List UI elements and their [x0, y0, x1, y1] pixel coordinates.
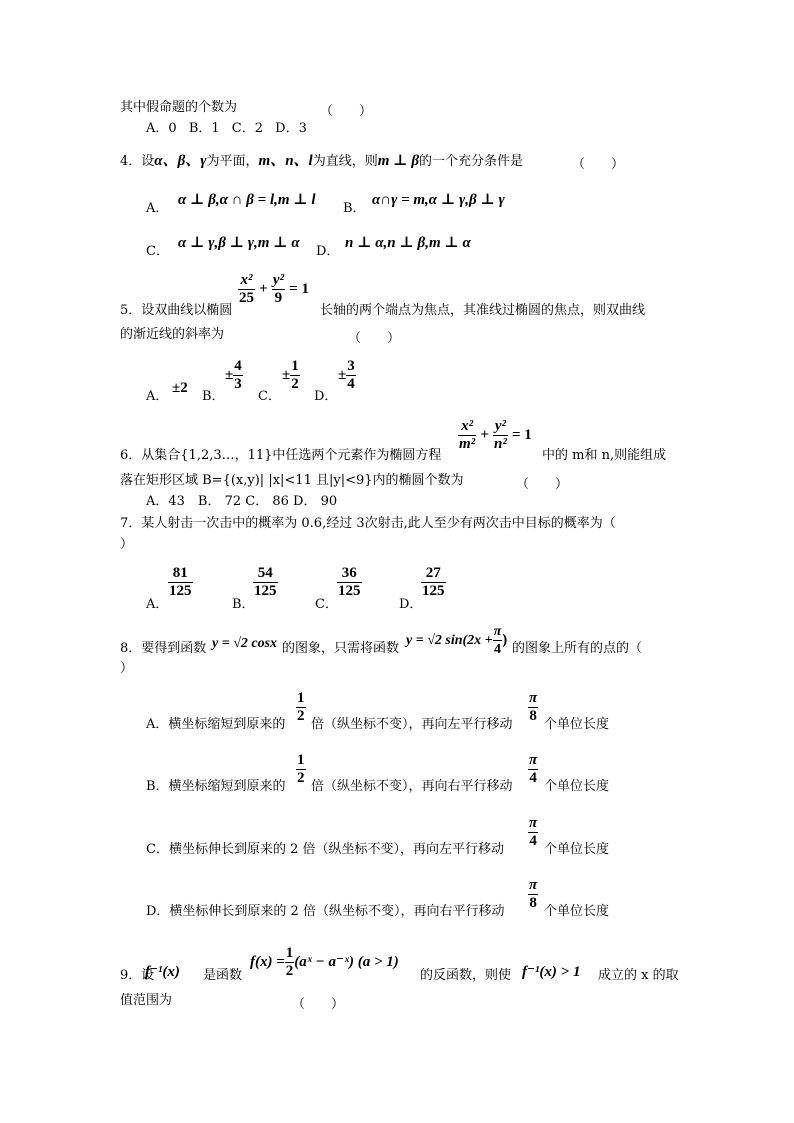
q6-options: A．43 B． 72 C． 86 D． 90	[146, 494, 338, 509]
q7-option-a-value: $\frac{81}{125}$	[169, 565, 192, 599]
q3-option-a: A．0	[146, 121, 177, 136]
q5-frac-x: $\frac{\text{x²}}{25}$	[239, 272, 254, 306]
q9-line2: 值范围为	[120, 993, 173, 1008]
q3-paren: （ ）	[320, 104, 373, 119]
q3-stem	[120, 100, 237, 116]
q9-tail1: 的反函数，则使	[420, 968, 512, 983]
q8-option-b-text2: 倍（纵坐标不变），再向右平行移动	[311, 779, 513, 794]
q5-option-d-label: D．	[314, 389, 338, 404]
q3-option-c: C．2	[231, 121, 263, 136]
q4-option-c-expr: α ⊥ γ,β ⊥ γ,m ⊥ α	[178, 235, 300, 251]
q9-prefix: 9．设	[120, 968, 155, 983]
q7-option-c-value: $\frac{36}{125}$	[338, 565, 361, 599]
q8-tail: 的图象上所有的点的（	[512, 641, 643, 656]
q9-function-def: f(x) = $\frac{1}{2}$ (aˣ − a⁻ˣ) (a > 1)	[250, 945, 399, 979]
q5-option-a-value: ±2	[172, 380, 188, 396]
q6-line1-text: 6．从集合{1,2,3…，11}中任选两个元素作为椭圆方程	[120, 448, 442, 463]
q5-paren: （ ）	[348, 331, 401, 346]
q4-option-a-label: A．	[146, 201, 169, 216]
q7-option-d-value: $\frac{27}{125}$	[422, 565, 445, 599]
q8-mid: 的图象，只需将函数	[282, 641, 400, 656]
q5-option-d-value: ± $\frac{3}{4}$	[338, 358, 355, 392]
q7-option-d-label: D．	[399, 597, 423, 612]
q5-ellipse-equation: $\frac{\text{x²}}{25}$ + $\frac{\text{y²}}{9}$ = 1	[239, 272, 309, 306]
q9-inverse-function: f⁻¹(x)	[145, 964, 180, 980]
q8-option-a-shift: $\frac{\pi}{8}$	[529, 690, 538, 724]
q5-option-b-value: ± $\frac{4}{3}$	[225, 358, 242, 392]
q4-text3: 的一个充分条件是	[419, 154, 524, 169]
q4-option-d-expr: n ⊥ α,n ⊥ β,m ⊥ α	[345, 235, 471, 251]
q8-option-c-shift: $\frac{\pi}{4}$	[529, 815, 538, 849]
q4-option-b-label: B．	[343, 201, 366, 216]
q4-stem	[120, 153, 523, 170]
q5-frac-y: $\frac{\text{y²}}{9}$	[272, 272, 284, 306]
q8-option-b-text3: 个单位长度	[544, 779, 610, 794]
q8-prefix: 8．要得到函数	[120, 641, 207, 656]
q3-options	[146, 121, 315, 137]
q7-option-b-label: B．	[232, 597, 255, 612]
q4-option-c-label: C．	[146, 244, 169, 259]
q9-paren: （ ）	[292, 997, 345, 1012]
q8-option-d-text1: D．横坐标伸长到原来的 2 倍（纵坐标不变），再向右平行移动	[146, 904, 505, 919]
q5-option-c-value: ± $\frac{1}{2}$	[282, 358, 299, 392]
q8-option-a-text3: 个单位长度	[544, 717, 610, 732]
q8-option-a-frac: $\frac{1}{2}$	[297, 690, 305, 724]
q5-option-a-label: A．	[146, 389, 169, 404]
q4-lines: m、n、l	[258, 153, 313, 169]
q5-line1-text: 5．设双曲线以椭圆	[120, 303, 233, 318]
q8-line2: ）	[120, 661, 134, 676]
q9-tail2: 成立的 x 的取	[598, 968, 679, 983]
q7-line2: ）	[120, 537, 134, 552]
q4-alpha: α、	[154, 153, 178, 169]
q9-condition: f⁻¹(x) > 1	[522, 964, 581, 980]
q4-option-b-expr: α∩γ = m,α ⊥ γ,β ⊥ γ	[372, 192, 505, 208]
q7-option-a-label: A．	[146, 597, 169, 612]
q4-text1: 为平面，	[206, 154, 259, 169]
q6-line1-tail: 中的 m和 n,则能组成	[542, 448, 667, 463]
q4-gamma: γ	[200, 153, 207, 169]
q4-beta: β、	[177, 153, 201, 169]
q3-text: 其中假命题的个数为	[120, 100, 238, 115]
q8-option-b-shift: $\frac{\pi}{4}$	[529, 752, 538, 786]
q3-option-d: D．3	[275, 121, 307, 136]
q4-condition: m ⊥ β	[377, 153, 419, 169]
q8-option-d-shift: $\frac{\pi}{8}$	[529, 877, 538, 911]
q5-line1-tail: 长轴的两个端点为焦点，其准线过椭圆的焦点，则双曲线	[320, 303, 646, 318]
q8-option-c-text1: C．横坐标伸长到原来的 2 倍（纵坐标不变），再向左平行移动	[146, 842, 504, 857]
q6-line2: 落在矩形区域 B={(x,y)| |x|<11 且|y|<9}内的椭圆个数为	[120, 473, 464, 488]
q9-mid: 是函数	[203, 968, 243, 983]
q5-line2: 的渐近线的斜率为	[120, 327, 225, 342]
q4-option-d-label: D．	[316, 244, 340, 259]
q7-line1: 7．某人射击一次击中的概率为 0.6,经过 3次射击,此人至少有两次击中目标的概率为（	[120, 516, 616, 531]
q8-function-cos: y = √2 cosx	[212, 636, 278, 651]
q4-text2: 为直线，则	[312, 154, 378, 169]
q8-function-sin: y = √2 sin(2x + $\frac{\pi}{4}$ )	[406, 624, 508, 657]
q5-option-b-label: B．	[202, 389, 225, 404]
q3-option-b: B．1	[188, 121, 220, 136]
q4-paren: （ ）	[572, 157, 625, 172]
q6-ellipse-equation: $\frac{\text{x²}}{\text{m²}}$ + $\frac{\text{y²}}{\text{n²}}$ = 1	[459, 418, 532, 452]
q8-option-c-text3: 个单位长度	[544, 842, 610, 857]
q7-option-b-value: $\frac{54}{125}$	[254, 565, 277, 599]
q8-option-a-text1: A．横坐标缩短到原来的	[146, 717, 286, 732]
q8-option-b-frac: $\frac{1}{2}$	[297, 752, 305, 786]
q4-prefix: 4．设	[120, 154, 155, 169]
q6-paren: （ ）	[516, 477, 569, 492]
q8-option-b-text1: B．横坐标缩短到原来的	[146, 779, 286, 794]
q8-option-a-text2: 倍（纵坐标不变），再向左平行移动	[311, 717, 513, 732]
q8-option-d-text3: 个单位长度	[544, 904, 610, 919]
q4-option-a-expr: α ⊥ β,α ∩ β = l,m ⊥ l	[178, 192, 316, 208]
q7-option-c-label: C．	[315, 597, 338, 612]
q5-option-c-label: C．	[258, 389, 281, 404]
